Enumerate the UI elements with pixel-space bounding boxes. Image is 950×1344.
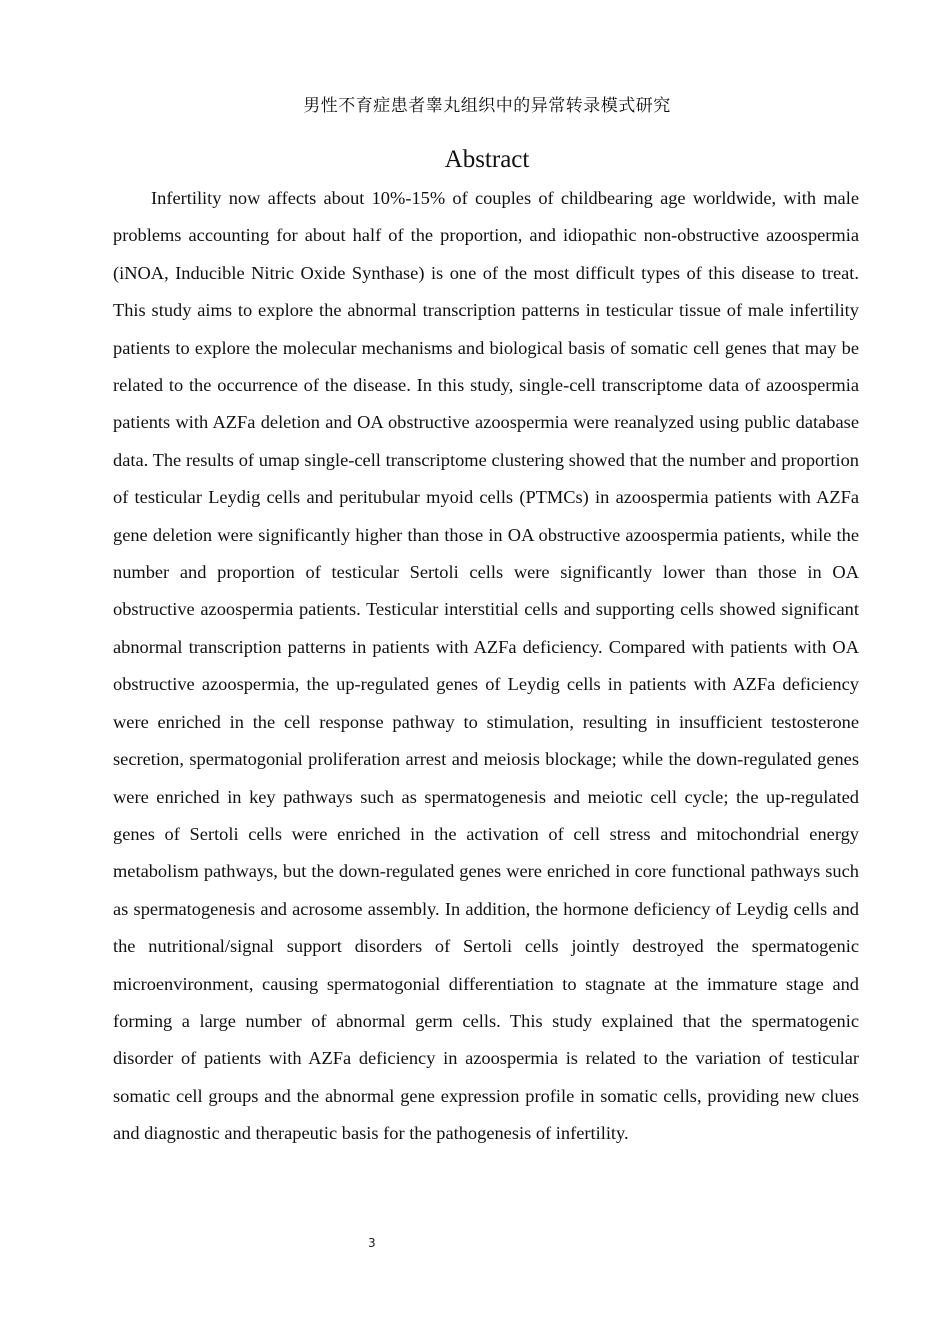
page-number: 3 xyxy=(368,1236,376,1250)
abstract-heading: Abstract xyxy=(444,146,530,173)
running-header-title: 男性不育症患者睾丸组织中的异常转录模式研究 xyxy=(303,96,671,116)
abstract-body-paragraph: Infertility now affects about 10%-15% of couples of childbearing age worldwide, with male problems accounting for about half of the proportion, and idiopathic non-obstructive azoospermia (iNOA, Inducible Nitric Oxide Synthase) is one of the most difficult types of this disease to treat. This study aims to explore the abnormal transcription patterns in testicular tissue of male infertility patients to explore the molecular mechanisms and biological basis of somatic cell genes that may be related to the occurrence of the disease. In this study, single-cell transcriptome data of azoospermia patients with AZFa deletion and OA obstructive azoospermia were reanalyzed using public database data. The results of umap single-cell transcriptome clustering showed that the number and proportion of testicular Leydig cells and peritubular myoid cells (PTMCs) in azoospermia patients with AZFa gene deletion were significantly higher than those in OA obstructive azoospermia patients, while the number and proportion of testicular Sertoli cells were significantly lower than those in OA obstructive azoospermia patients. Testicular interstitial cells and supporting cells showed significant abnormal transcription patterns in patients with AZFa deficiency. Compared with patients with OA obstructive azoospermia, the up-regulated genes of Leydig cells in patients with AZFa deficiency were enriched in the cell response pathway to stimulation, resulting in insufficient testosterone secretion, spermatogonial proliferation arrest and meiosis blockage; while the down-regulated genes were enriched in key pathways such as spermatogenesis and meiotic cell cycle; the up-regulated genes of Sertoli cells were enriched in the activation of cell stress and mitochondrial energy metabolism pathways, but the down-regulated genes were enriched in core functional pathways such as spermatogenesis and acrosome assembly. In addition, the hormone deficiency of Leydig cells and the nutritional/signal support disorders of Sertoli cells jointly destroyed the spermatogenic microenvironment, causing spermatogonial differentiation to stagnate at the immature stage and forming a large number of abnormal germ cells. This study explained that the spermatogenic disorder of patients with AZFa deficiency in azoospermia is related to the variation of testicular somatic cell groups and the abnormal gene expression profile in somatic cells, providing new clues and diagnostic and therapeutic basis for the pathogenesis of infertility. xyxy=(113,188,859,1144)
